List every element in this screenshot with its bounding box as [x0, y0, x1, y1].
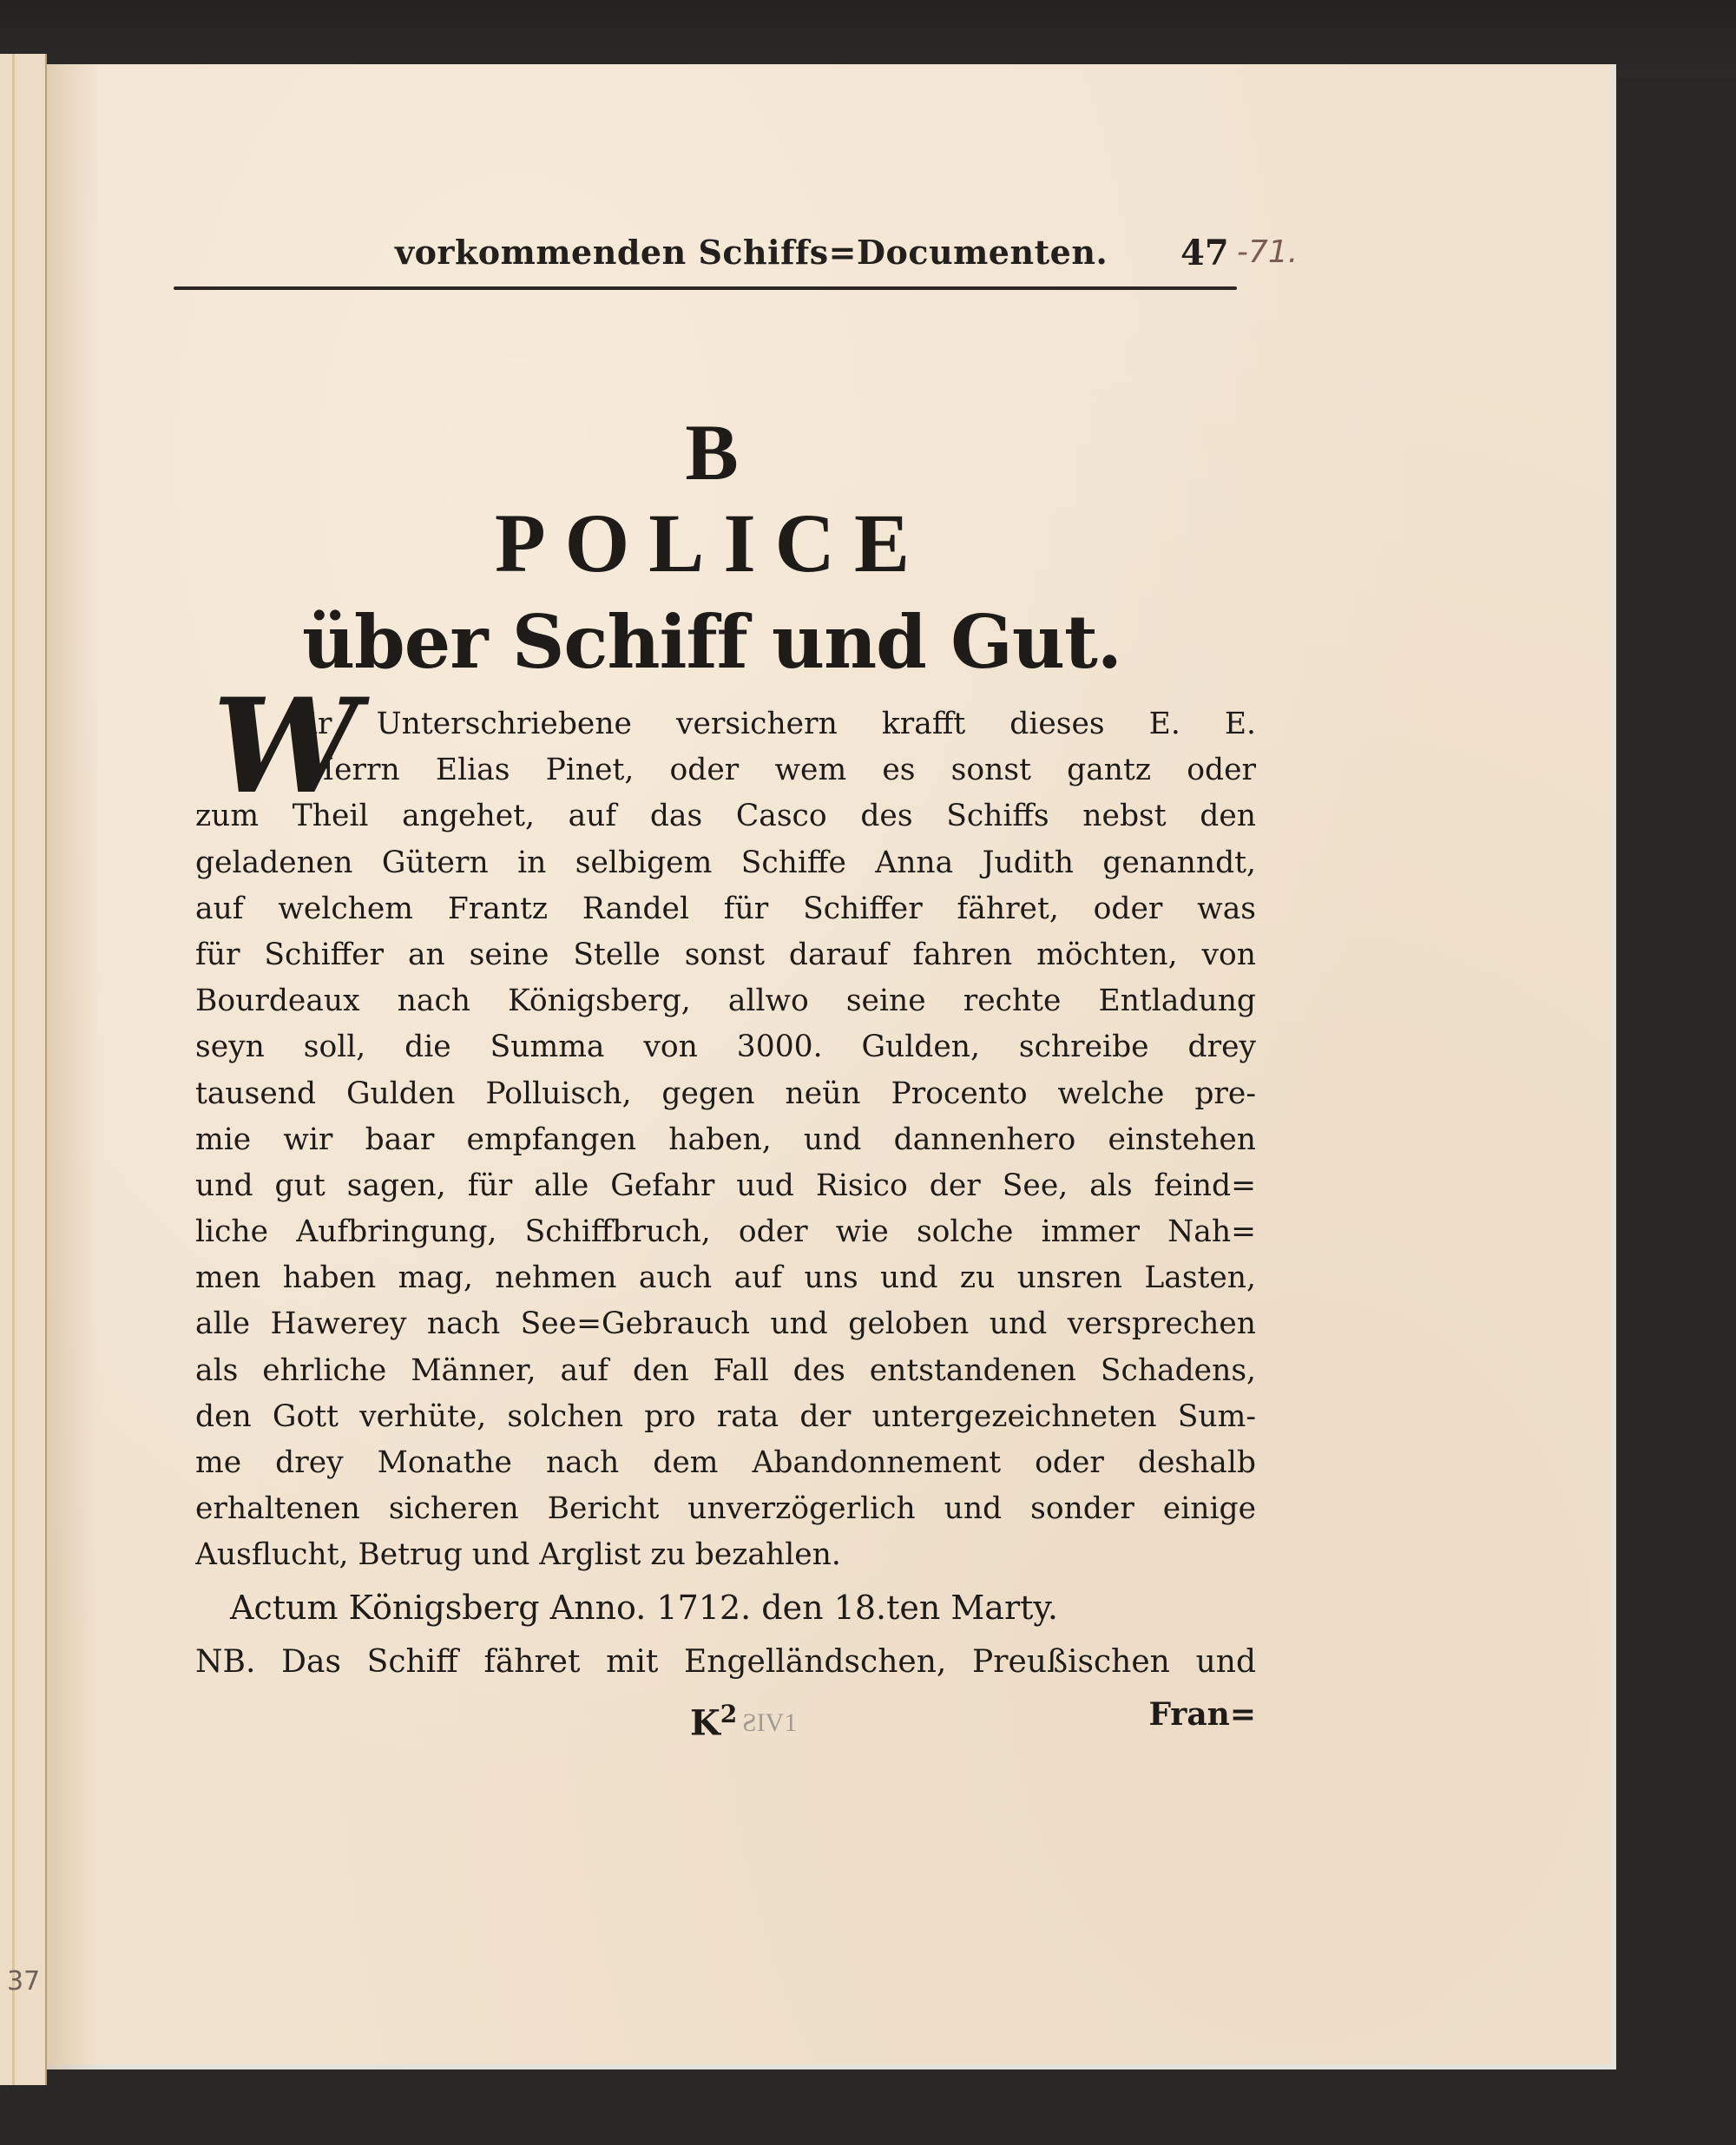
text-line: zum Theil angehet, auf das Casco des Schiffs nebst den [195, 799, 1256, 834]
text-line: men haben mag, nehmen auch auf uns und zu unsren Lasten, [195, 1260, 1256, 1296]
document-title: POLICE [494, 497, 930, 589]
pencil-folio-note: -71. [1237, 234, 1299, 270]
text-line: Ausflucht, Betrug und Arglist zu bezahlen. [195, 1537, 841, 1573]
text-line: Herrn Elias Pinet, oder wem es sonst gantz oder [308, 753, 1256, 788]
text-line: den Gott verhüte, solchen pro rata der untergezeichneten Sum- [195, 1398, 1256, 1434]
nota-bene-line: NB. Das Schiff fähret mit Engelländschen, Preußischen und [195, 1643, 1256, 1680]
text-line: tausend Gulden Polluisch, gegen neün Procento welche pre- [195, 1076, 1256, 1111]
page-header [174, 233, 1299, 285]
text-line: für Schiffer an seine Stelle sonst darauf fahren möchten, von [195, 937, 1256, 972]
text-line: und gut sagen, für alle Gefahr uud Risico der See, als feind= [195, 1168, 1256, 1203]
page-number: 47 [1180, 233, 1229, 273]
actum-date-line: Actum Königsberg Anno. 1712. den 18.ten Marty. [230, 1588, 1058, 1627]
signature-number: 2 [720, 1699, 738, 1728]
header-rule [174, 286, 1237, 290]
text-line: als ehrliche Männer, auf den Fall des entstandenen Schadens, [195, 1352, 1256, 1388]
text-line: me drey Monathe nach dem Abandonnement oder deshalb [195, 1445, 1256, 1480]
text-line: erhaltenen sicheren Bericht unverzögerlich und sonder einige [195, 1491, 1256, 1527]
text-line: geladenen Gütern in selbigem Schiffe Anna Judith genanndt, [195, 845, 1256, 880]
facing-page-fold [12, 54, 15, 2085]
drop-cap-initial: W [213, 670, 359, 823]
text-line: alle Hawerey nach See=Gebrauch und geloben und versprechen [195, 1306, 1256, 1342]
signature-letter: K [690, 1701, 720, 1743]
left-margin-note: 37 [7, 1966, 41, 1997]
faint-stamp: ƧIV1 [742, 1707, 798, 1737]
text-line: Bourdeaux nach Königsberg, allwo seine rechte Entladung [195, 984, 1256, 1019]
document-subtitle: über Schiff und Gut. [301, 599, 1122, 685]
text-line: seyn soll, die Summa von 3000. Gulden, schreibe drey [195, 1030, 1256, 1065]
text-line: mie wir baar empfangen haben, und dannenhero einstehen [195, 1122, 1256, 1157]
catchword: Fran= [1148, 1695, 1256, 1733]
gutter-shadow [47, 64, 99, 2069]
text-line: auf welchem Frantz Randel für Schiffer fähret, oder was [195, 891, 1256, 926]
facing-page-edge [0, 54, 47, 2085]
signature-mark [690, 1688, 737, 1749]
text-line: ir Unterschriebene versichern krafft dieses E. E. [308, 707, 1256, 741]
policy-body-text [195, 701, 1256, 1743]
page-footer [195, 1688, 1256, 1743]
section-letter: B [685, 408, 739, 497]
running-head: vorkommenden Schiffs=Documenten. [395, 233, 1108, 272]
text-line: liche Aufbringung, Schiffbruch, oder wie solche immer Nah= [195, 1214, 1256, 1250]
